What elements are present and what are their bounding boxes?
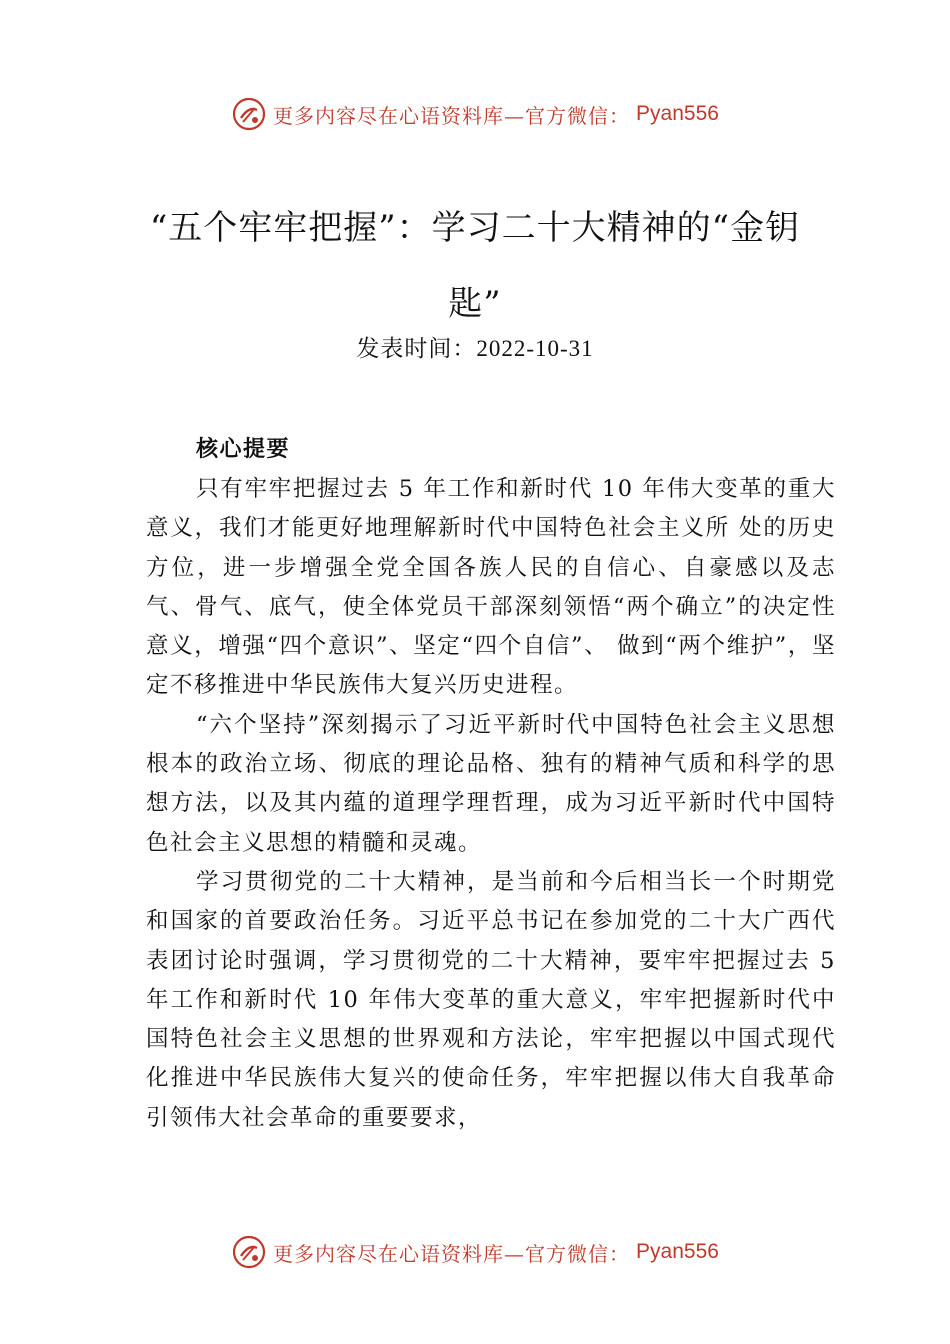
brand-logo-icon [231, 1234, 267, 1270]
watermark-header [0, 92, 950, 136]
watermark-wechat-id: Pyan556 [636, 102, 719, 125]
body-paragraph-1: 只有牢牢把握过去 5 年工作和新时代 10 年伟大变革的重大意义，我们才能更好地理解新时代中国特色社会主义所 处的历史方位，进一步增强全党全国各族人民的自信心、自豪感以及志气、骨气、底气，使全体党员干部深刻领悟“两个确立”的决定性意义，增强“四个意识”、坚定“四个自信”、 做到“两个维护”，坚定不移推进中华民族伟大复兴历史进程。 [146, 476, 836, 699]
watermark-text: 更多内容尽在心语资料库—官方微信： [273, 1241, 631, 1266]
body-paragraph-2: “六个坚持”深刻揭示了习近平新时代中国特色社会主义思想根本的政治立场、彻底的理论品格、独有的精神气质和科学的思想方法，以及其内蕴的道理学理哲理，成为习近平新时代中国特色社会主义思想的精髓和灵魂。 [146, 711, 836, 856]
article-body [146, 430, 836, 1138]
publish-date-label: 发表时间： [356, 336, 477, 362]
watermark-footer [0, 1230, 950, 1274]
publish-date [0, 330, 950, 363]
publish-date-value: 2022-10-31 [476, 336, 594, 361]
watermark-wechat-id: Pyan556 [636, 1240, 719, 1263]
page-title: “五个牢牢把握”：学习二十大精神的“金钥匙” [149, 208, 801, 324]
watermark-text: 更多内容尽在心语资料库—官方微信： [273, 103, 631, 128]
section-heading: 核心提要 [196, 437, 291, 462]
brand-logo-icon [231, 96, 267, 132]
body-paragraph-3: 学习贯彻党的二十大精神，是当前和今后相当长一个时期党和国家的首要政治任务。习近平总书记在参加党的二十大广西代表团讨论时强调，学习贯彻党的二十大精神，要牢牢把握过去 5 年工作和新时代 10 年伟大变革的重大意义，牢牢把握新时代中国特色社会主义思想的世界观和方法论，牢牢把握以中国式现代化推进中华民族伟大复兴的使命任务，牢牢把握以伟大自我革命引领伟大社会革命的重要要求， [146, 868, 836, 1131]
